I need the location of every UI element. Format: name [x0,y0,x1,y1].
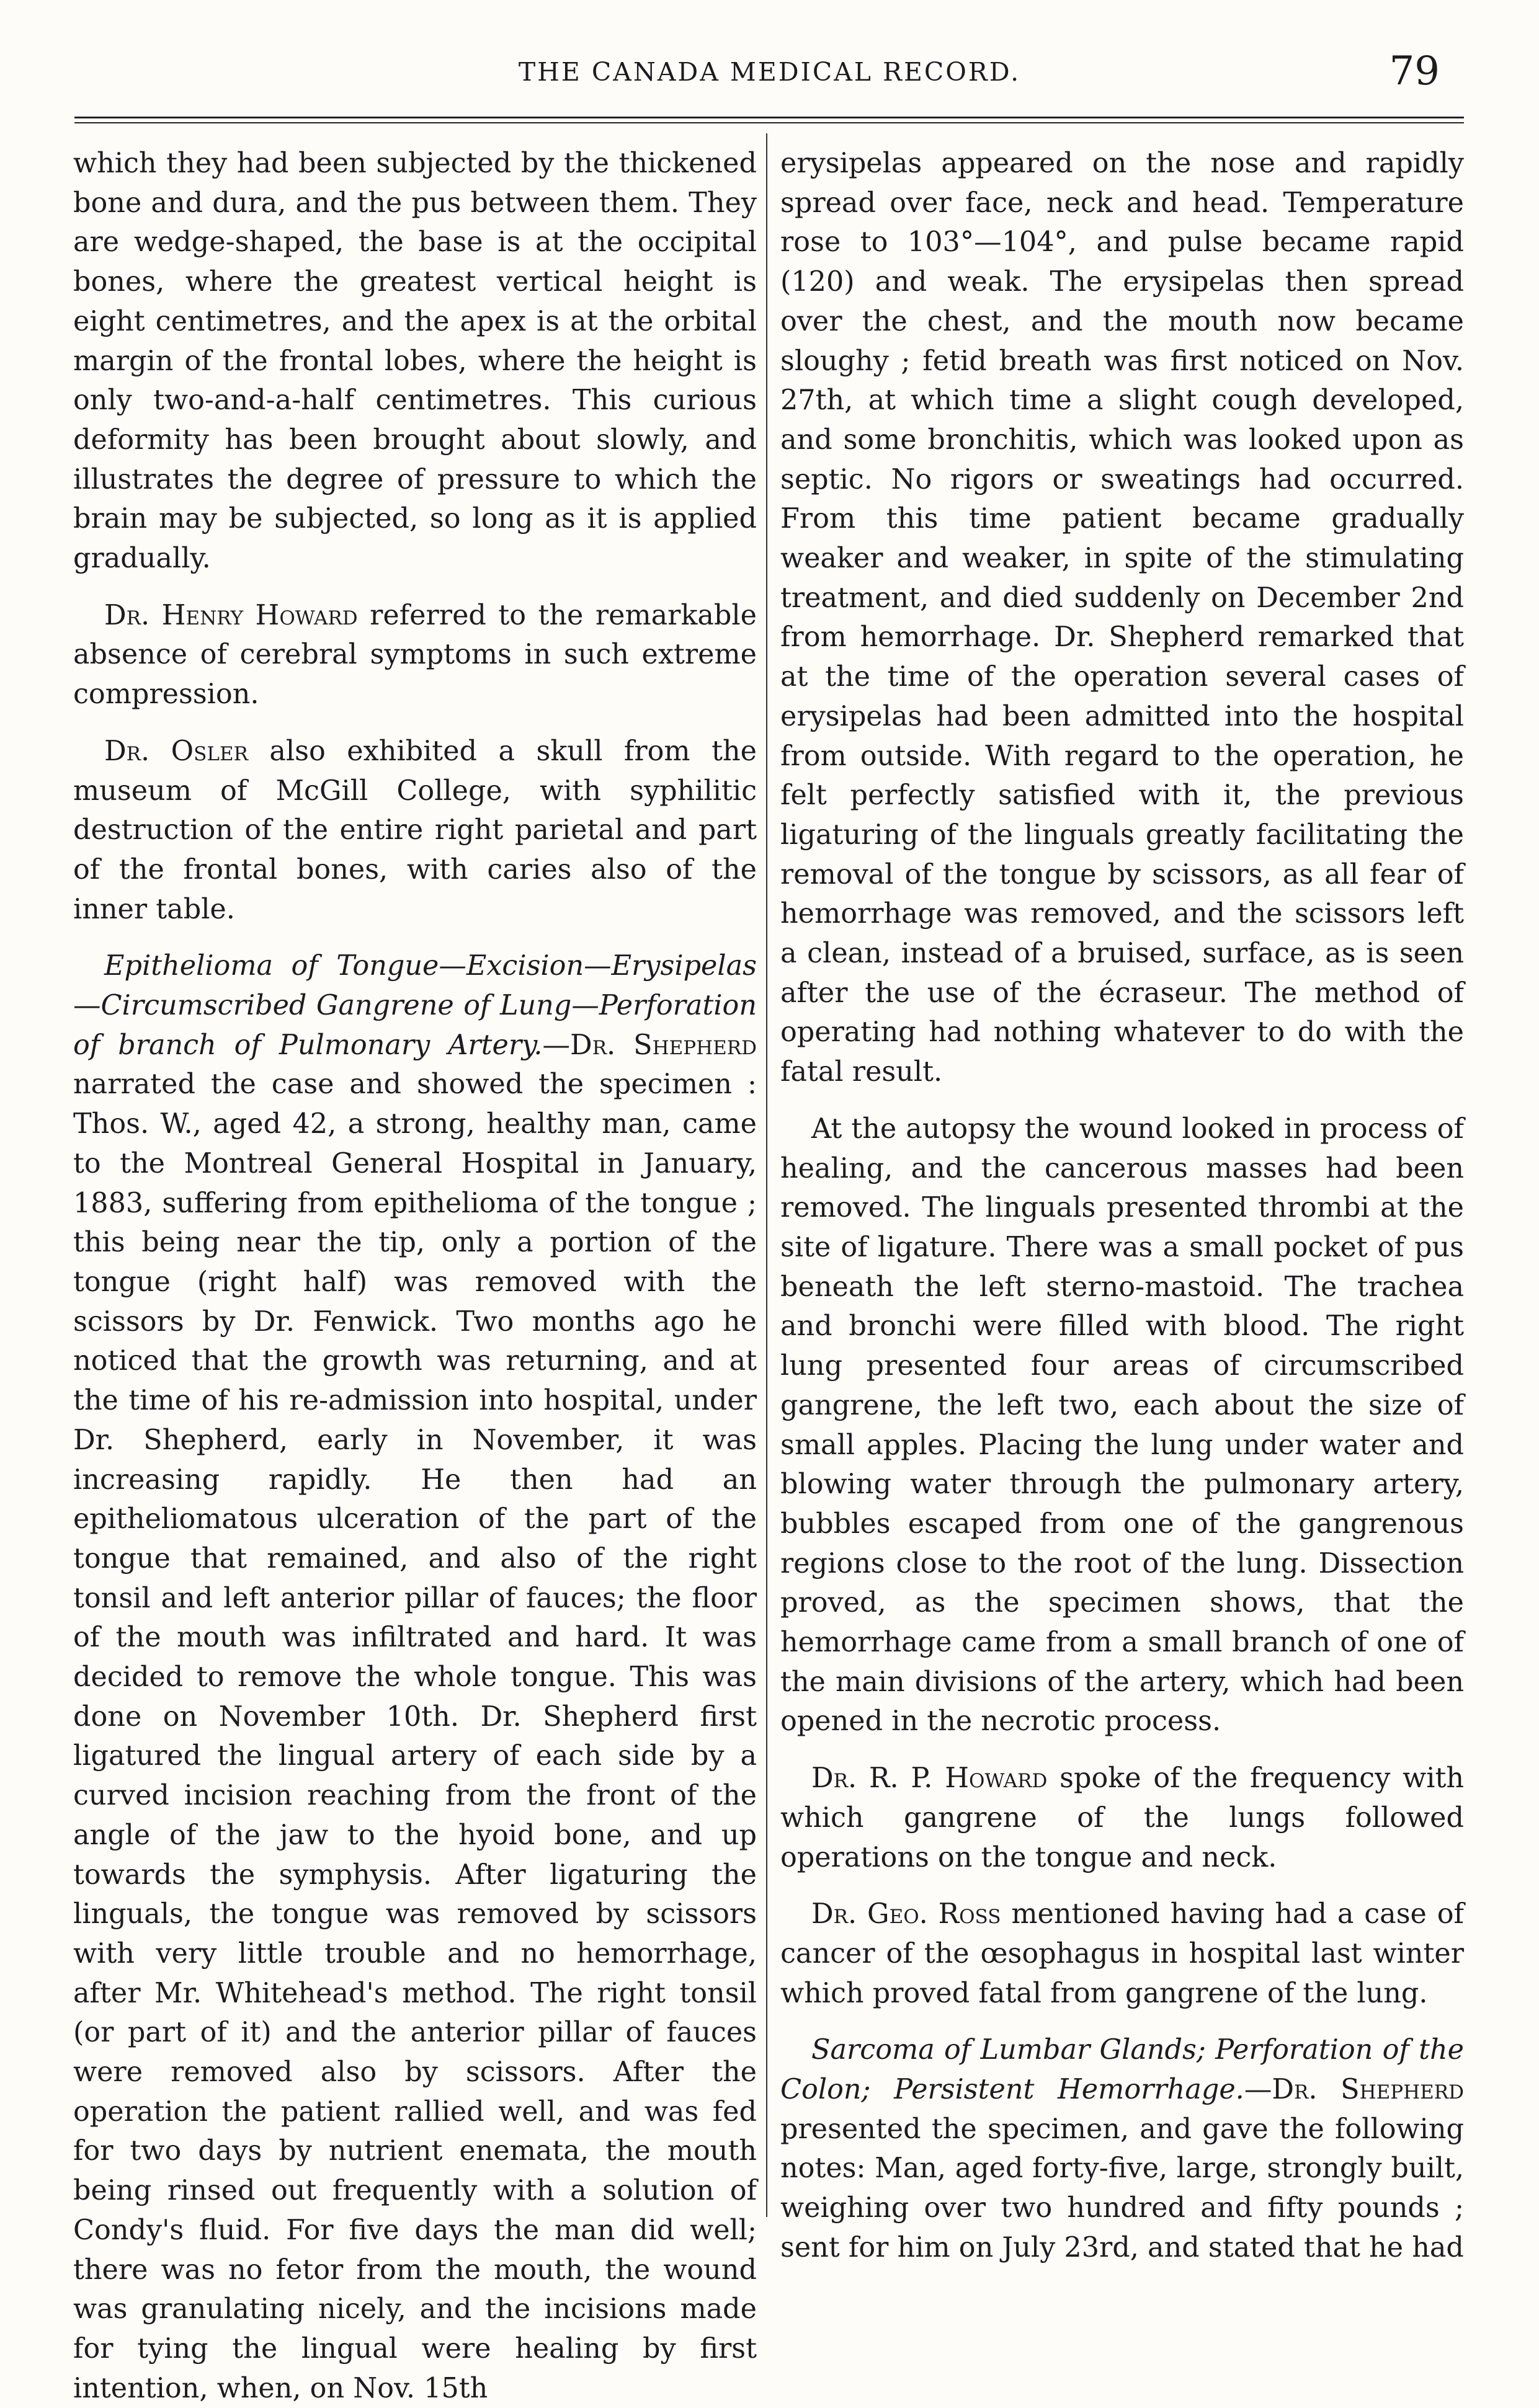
speaker-name: Dr. Geo. Ross [811,1898,1001,1930]
left-column [73,144,757,2404]
speaker-name: Dr. Shepherd [570,1029,757,1061]
heading-dash: — [1244,2074,1272,2106]
paragraph-text: mentioned having had a case of cancer of the œsophagus in hospital last winter which proved fatal from gangrene of the lung. [780,1898,1464,2009]
speaker-name: Dr. Shepherd [1272,2074,1464,2106]
paragraph-geo-ross [780,1895,1464,2013]
paragraph-text: referred to the remarkable absence of cerebral symptoms in such extreme compression. [73,599,757,711]
paragraph-text: At the autopsy the wound looked in process of healing, and the cancerous masses had been removed. The linguals presented thrombi at the site of ligature. There was a small pocket of pus beneath the left sterno-mastoid. The trachea and bronchi were filled with blood. The right lung presented four areas of circumscribed gangrene, the left two, each about the size of small apples. Placing the lung under water and blowing water through the pulmonary artery, bubbles escaped from one of the gangrenous regions close to the root of the lung. Dissection proved, as the specimen shows, that the hemorrhage came from a small branch of one of the main divisions of the artery, which had been opened in the necrotic process. [780,1113,1464,1738]
running-head [74,48,1465,104]
paragraph-henry-howard [73,596,757,714]
paragraph-text: spoke of the frequency with which gangrene of the lungs followed operations on the tongue and neck. [780,1762,1464,1873]
case-heading: Epithelioma of Tongue—Excision—Erysipelas—Circumscribed Gangrene of Lung—Perforation of branch of Pulmonary Artery. [73,950,757,1061]
speaker-name: Dr. Henry Howard [104,599,358,631]
paragraph-rp-howard [780,1759,1464,1877]
paragraph-continued [73,144,757,579]
page-number: 79 [1389,48,1440,94]
heading-dash: — [542,1029,571,1061]
paragraph-osler [73,732,757,930]
speaker-name: Dr. R. P. Howard [811,1762,1048,1795]
paragraph-text: also exhibited a skull from the museum of McGill College, with syphilitic destruction of the entire right parietal and part of the frontal bones, with caries also of the inner table. [73,735,757,925]
paragraph-sarcoma-case [780,2030,1464,2267]
paragraph-autopsy [780,1109,1464,1741]
column-divider [766,133,767,2217]
paragraph-text: which they had been subjected by the thickened bone and dura, and the pus between them. They are wedge-shaped, the base is at the occipital bones, where the greatest vertical height is eight centimetres, and the apex is at the orbital margin of the frontal lobes, where the height is only two-and-a-half centimetres. This curious deformity has been brought about slowly, and illustrates the degree of pressure to which the brain may be subjected, so long as it is applied gradually. [73,148,757,575]
right-column [780,144,1464,2264]
speaker-name: Dr. Osler [104,735,248,767]
paragraph-continued [780,144,1464,1092]
header-rule [74,117,1464,123]
journal-title: THE CANADA MEDICAL RECORD. [518,57,1021,87]
case-heading: Sarcoma of Lumbar Glands; Perforation of the Colon; Persistent Hemorrhage. [780,2034,1464,2106]
paragraph-text: narrated the case and showed the specimen : Thos. W., aged 42, a strong, healthy man, came to the Montreal General Hospital in January, 1883, suffering from epithelioma of the tongue ; this being near the tip, only a portion of the tongue (right half) was removed with the scissors by Dr. Fenwick. Two months ago he noticed that the growth was returning, and at the time of his re-admission into hospital, under Dr. Shepherd, early in November, it was increasing rapidly. He then had an epitheliomatous ulceration of the part of the tongue that remained, and also of the right tonsil and left anterior pillar of fauces; the floor of the mouth was infiltrated and hard. It was decided to remove the whole tongue. This was done on November 10th. Dr. Shepherd first ligatured the lingual artery of each side by a curved incision reaching from the front of the angle of the jaw to the hyoid bone, and up towards the symphysis. After ligaturing the linguals, the tongue was removed by scissors with very little trouble and no hemorrhage, after Mr. Whitehead's method. The right tonsil (or part of it) and the anterior pillar of fauces were removed also by scissors. After the operation the patient rallied well, and was fed for two days by nutrient enemata, the mouth being rinsed out frequently with a solution of Condy's fluid. For five days the man did well; there was no fetor from the mouth, the wound was granulating nicely, and the incisions made for tying the lingual were healing by first intention, when, on Nov. 15th [73,1068,757,2404]
paragraph-epithelioma-case [73,946,757,2408]
paragraph-text: erysipelas appeared on the nose and rapidly spread over face, neck and head. Temperature rose to 103°—104°, and pulse became rapid (120) and weak. The erysipelas then spread over the chest, and the mouth now became sloughy ; fetid breath was first noticed on Nov. 27th, at which time a slight cough developed, and some bronchitis, which was looked upon as septic. No rigors or sweatings had occurred. From this time patient became gradually weaker and weaker, in spite of the stimulating treatment, and died suddenly on December 2nd from hemorrhage. Dr. Shepherd remarked that at the time of the operation several cases of erysipelas had been admitted into the hospital from outside. With regard to the operation, he felt perfectly satisfied with it, the previous ligaturing of the linguals greatly facilitating the removal of the tongue by scissors, as all fear of hemorrhage was removed, and the scissors left a clean, instead of a bruised, surface, as is seen after the use of the écraseur. The method of operating had nothing whatever to do with the fatal result. [780,148,1464,1088]
paragraph-text: presented the specimen, and gave the following notes: Man, aged forty-five, large, strongly built, weighing over two hundred and fifty pounds ; sent for him on July 23rd, and stated that he had [780,2113,1464,2264]
